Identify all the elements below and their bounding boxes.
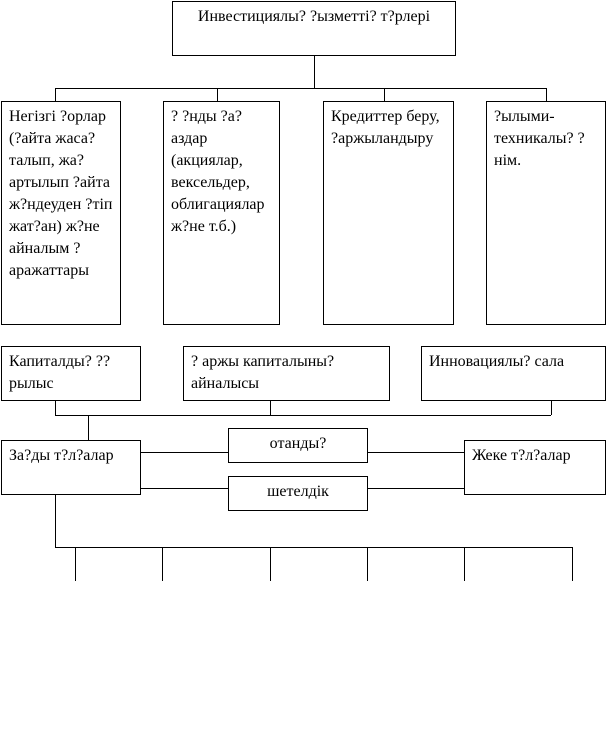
- category-box-scientific: [486, 101, 606, 325]
- connector-line: [88, 415, 89, 440]
- connector-line: [384, 88, 385, 101]
- category-text: Негізгі ?орлар (?айта жаса?талып, жа?артылып ?айта ж?ндеуден ?тіп жат?ан) ж?не айналым ?аражаттары: [9, 108, 113, 279]
- category-text: Кредиттер беру, ?аржыландыру: [331, 108, 440, 147]
- connector-line: [75, 547, 76, 581]
- connector-line: [141, 488, 228, 489]
- type-box-capital-construction: [1, 346, 141, 401]
- connector-line: [314, 56, 315, 88]
- connector-line: [546, 88, 547, 101]
- connector-line: [217, 88, 218, 101]
- title-text: Инвестициялы? ?ызметті? т?рлері: [197, 8, 431, 25]
- connector-line: [367, 547, 368, 581]
- connector-line: [270, 547, 271, 581]
- type-box-financial-capital: [183, 346, 390, 401]
- connector-line: [55, 415, 551, 416]
- connector-line: [551, 401, 552, 415]
- connector-line: [55, 495, 56, 547]
- category-box-credits: [323, 101, 454, 325]
- connector-line: [55, 88, 56, 101]
- connector-line: [141, 452, 228, 453]
- category-box-fixed-assets: [1, 101, 121, 325]
- connector-line: [368, 452, 464, 453]
- category-text: ?ылыми-техникалы? ?нім.: [494, 108, 585, 169]
- investor-box-domestic: [228, 428, 368, 463]
- connector-line: [55, 88, 546, 89]
- connector-line: [368, 488, 464, 489]
- connector-line: [464, 547, 465, 581]
- connector-line: [55, 547, 573, 548]
- type-box-innovation: [421, 346, 606, 401]
- connector-line: [270, 401, 271, 415]
- connector-line: [55, 401, 56, 415]
- connector-line: [572, 547, 573, 581]
- investor-text: За?ды т?л?алар: [9, 447, 114, 464]
- investor-box-legal-entities: [1, 440, 141, 495]
- type-text: Капиталды? ??рылыс: [9, 353, 111, 392]
- investor-text: отанды?: [269, 435, 327, 452]
- investor-box-individuals: [464, 440, 606, 495]
- type-text: ? аржы капиталыны? айналысы: [191, 353, 335, 392]
- title-box: [172, 1, 456, 56]
- connector-line: [162, 547, 163, 581]
- investor-text: Жеке т?л?алар: [472, 447, 571, 464]
- category-text: ? ?нды ?а?аздар (акциялар, вексельдер, облигациялар ж?не т.б.): [171, 108, 265, 235]
- type-text: Инновациялы? сала: [429, 353, 565, 370]
- investor-text: шетелдік: [267, 483, 329, 500]
- category-box-securities: [163, 101, 280, 325]
- investor-box-foreign: [228, 476, 368, 511]
